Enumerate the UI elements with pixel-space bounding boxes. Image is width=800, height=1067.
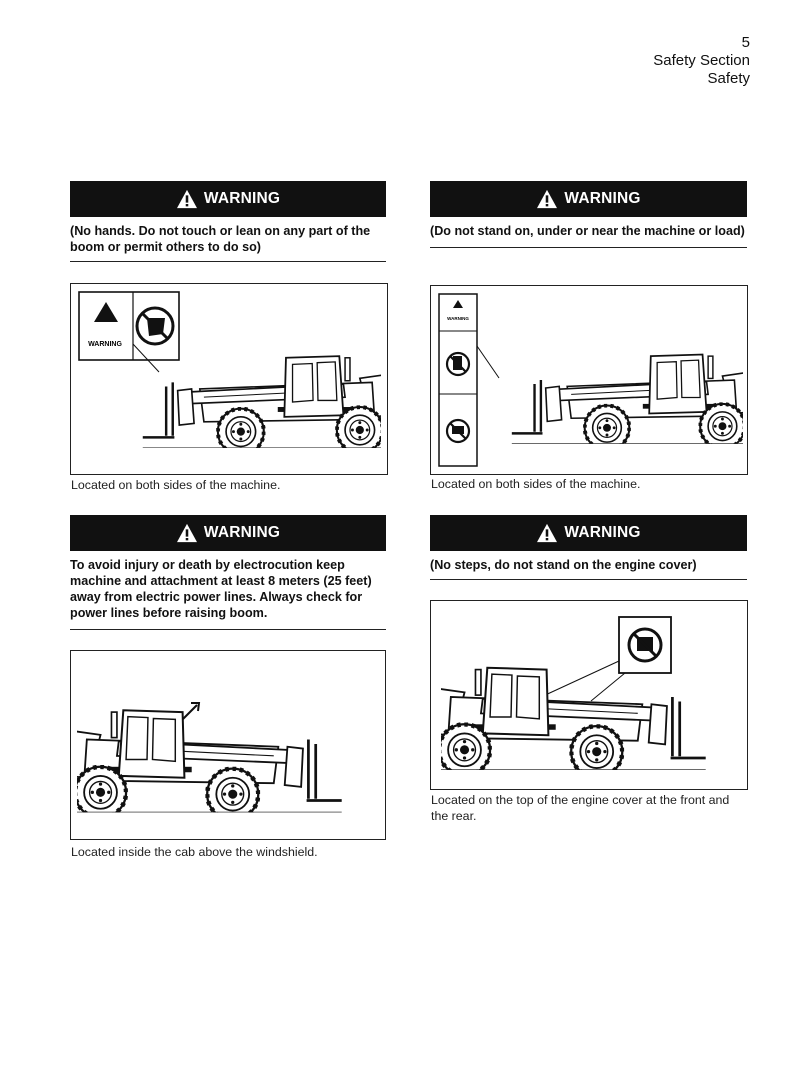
- warning-banner-label: WARNING: [203, 190, 281, 207]
- warning-banner: [430, 515, 747, 551]
- page-header: [653, 34, 750, 88]
- warning-triangle-icon: [176, 523, 198, 543]
- no-steps-icon: [619, 617, 671, 673]
- warning-banner: [70, 515, 386, 551]
- page-number: 5: [741, 34, 750, 51]
- figure-4-caption: Located on the top of the engine cover at the front and the rear.: [431, 793, 730, 823]
- figure-3-caption: Located inside the cab above the windshield.: [71, 845, 318, 859]
- warning-triangle-icon: [176, 189, 198, 209]
- telehandler-illustration: [71, 651, 385, 839]
- figure-1-caption: Located on both sides of the machine.: [71, 478, 281, 492]
- figure-4: [430, 600, 748, 790]
- no-hands-icon: [137, 308, 173, 344]
- warning-banner: [70, 181, 386, 217]
- warning-banner-label: WARNING: [564, 190, 641, 207]
- subsection-title: Safety: [707, 70, 750, 87]
- warning-text: (No hands. Do not touch or lean on any part of the boom or permit others to do so): [70, 217, 386, 262]
- section-title: Safety Section: [653, 52, 750, 69]
- warning-block-2: [430, 181, 747, 248]
- warning-banner-label: WARNING: [564, 524, 641, 541]
- warning-text: (Do not stand on, under or near the machine or load): [430, 217, 747, 248]
- warning-block-3: [70, 515, 386, 630]
- warning-triangle-icon: [536, 523, 558, 543]
- warning-banner-label: WARNING: [203, 524, 281, 541]
- decal-label: WARNING: [88, 341, 122, 348]
- decal-label: WARNING: [447, 316, 469, 321]
- figure-3: [70, 650, 386, 840]
- warning-triangle-icon: [536, 189, 558, 209]
- figure-2-caption: Located on both sides of the machine.: [431, 477, 641, 491]
- telehandler-illustration: [431, 601, 747, 789]
- figure-1: [70, 283, 388, 475]
- figure-2: [430, 285, 748, 475]
- warning-block-1: [70, 181, 386, 262]
- telehandler-illustration: [431, 286, 747, 474]
- warning-banner: [430, 181, 747, 217]
- telehandler-illustration: [71, 284, 387, 474]
- warning-text: To avoid injury or death by electrocution keep machine and attachment at least 8 meters (25 feet) away from electric power lines. Always check for power lines before raising boom.: [70, 551, 386, 630]
- warning-block-4: [430, 515, 747, 580]
- warning-text: (No steps, do not stand on the engine cover): [430, 551, 747, 580]
